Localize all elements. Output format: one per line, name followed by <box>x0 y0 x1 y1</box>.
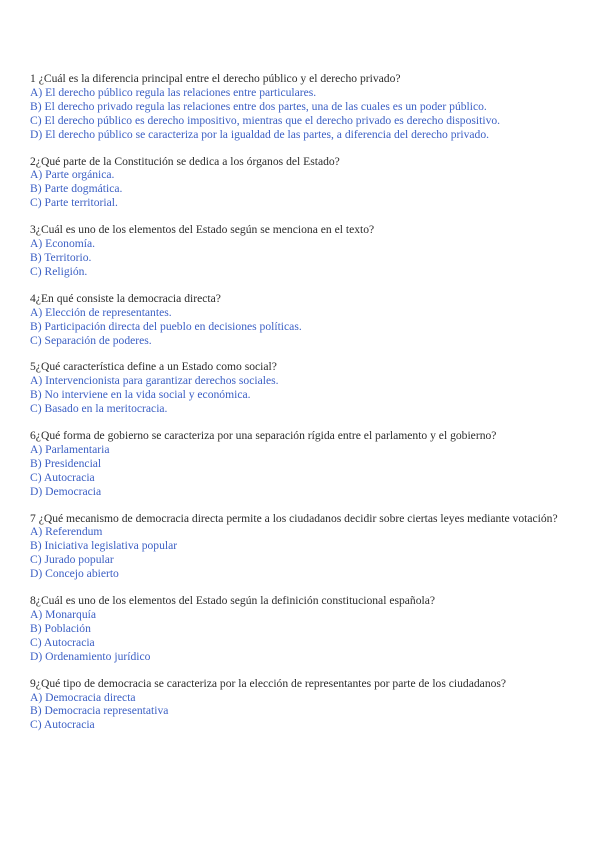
answer-option: A) Parlamentaria <box>30 442 110 456</box>
question-4 <box>30 292 575 348</box>
answer-option: C) Parte territorial. <box>30 196 118 210</box>
answer-option: D) El derecho público se caracteriza por la igualdad de las partes, a diferencia del derecho privado. <box>30 127 490 141</box>
question-5 <box>30 360 575 416</box>
answer-option: B) Parte dogmática. <box>30 182 123 196</box>
question-6 <box>30 429 575 499</box>
answer-option: A) El derecho público regula las relaciones entre particulares. <box>30 85 317 99</box>
answer-option: A) Elección de representantes. <box>30 305 172 319</box>
question-text: 9¿Qué tipo de democracia se caracteriza por la elección de representantes por parte de los ciudadanos? <box>30 676 507 690</box>
answer-option: B) Democracia representativa <box>30 704 169 718</box>
question-9 <box>30 677 575 733</box>
answer-option: A) Economía. <box>30 237 96 251</box>
document-page <box>30 72 575 745</box>
answer-option: C) Autocracia <box>30 470 95 484</box>
answer-option: B) No interviene en la vida social y económica. <box>30 388 251 402</box>
answer-option: B) Población <box>30 621 91 635</box>
question-text: 8¿Cuál es uno de los elementos del Estado según la definición constitucional española? <box>30 594 436 608</box>
answer-option: C) El derecho público es derecho impositivo, mientras que el derecho privado es derecho dispositivo. <box>30 113 501 127</box>
answer-option: B) Iniciativa legislativa popular <box>30 539 178 553</box>
question-1 <box>30 72 575 142</box>
question-text: 4¿En qué consiste la democracia directa? <box>30 291 221 305</box>
question-3 <box>30 223 575 279</box>
question-text: 2¿Qué parte de la Constitución se dedica a los órganos del Estado? <box>30 154 340 168</box>
answer-option: A) Monarquía <box>30 608 97 621</box>
question-8 <box>30 594 575 664</box>
answer-option: C) Autocracia <box>30 718 95 732</box>
answer-option: B) Participación directa del pueblo en decisiones políticas. <box>30 319 302 333</box>
answer-option: C) Religión. <box>30 264 88 278</box>
question-text: 6¿Qué forma de gobierno se caracteriza por una separación rígida entre el parlamento y el gobierno? <box>30 429 497 443</box>
answer-option: D) Democracia <box>30 484 102 498</box>
answer-option: A) Democracia directa <box>30 690 136 704</box>
answer-option: A) Referendum <box>30 525 103 539</box>
answer-option: B) Territorio. <box>30 250 92 264</box>
answer-option: D) Concejo abierto <box>30 567 119 581</box>
answer-option: A) Intervencionista para garantizar derechos sociales. <box>30 374 279 388</box>
question-text: 7 ¿Qué mecanismo de democracia directa permite a los ciudadanos decidir sobre ciertas leyes mediante votación? <box>30 511 558 525</box>
question-2 <box>30 155 575 211</box>
answer-option: C) Separación de poderes. <box>30 333 152 347</box>
answer-option: A) Parte orgánica. <box>30 168 115 182</box>
question-text: 3¿Cuál es uno de los elementos del Estado según se menciona en el texto? <box>30 223 375 237</box>
answer-option: C) Jurado popular <box>30 553 114 567</box>
question-7 <box>30 512 575 582</box>
answer-option: C) Basado en la meritocracia. <box>30 402 168 416</box>
answer-option: B) El derecho privado regula las relaciones entre dos partes, una de las cuales es un poder público. <box>30 99 487 113</box>
answer-option: D) Ordenamiento jurídico <box>30 649 151 663</box>
question-text: 5¿Qué característica define a un Estado como social? <box>30 360 277 374</box>
answer-option: C) Autocracia <box>30 635 95 649</box>
answer-option: B) Presidencial <box>30 456 102 470</box>
question-text: 1 ¿Cuál es la diferencia principal entre el derecho público y el derecho privado? <box>30 72 401 85</box>
